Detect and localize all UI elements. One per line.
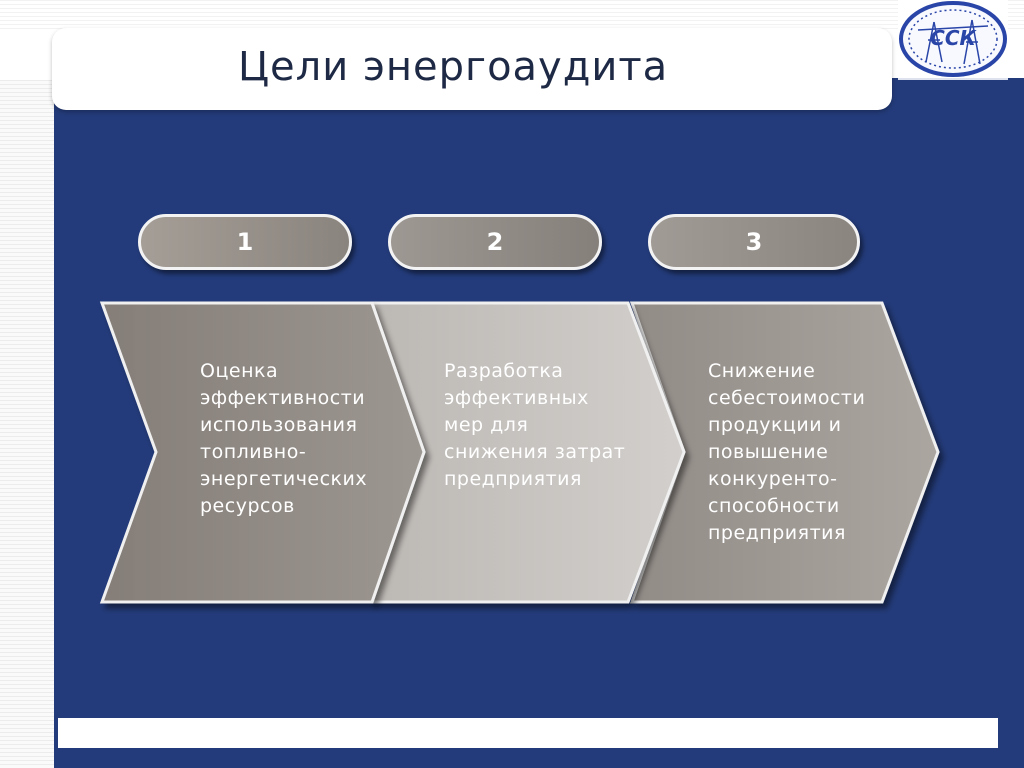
slide-title: Цели энергоаудита bbox=[238, 44, 669, 90]
step-3-description: Снижение себестоимости продукции и повышение конкуренто- способности предприятия bbox=[708, 360, 866, 544]
step-2-number: 2 bbox=[486, 228, 504, 256]
step-2-description: Разработка эффективных мер для снижения затрат предприятия bbox=[444, 360, 626, 490]
step-1-description: Оценка эффективности использования топливно- энергетических ресурсов bbox=[200, 360, 368, 517]
step-3-number: 3 bbox=[745, 228, 763, 256]
step-1-number: 1 bbox=[236, 228, 254, 256]
logo-text: ССК bbox=[930, 26, 976, 50]
footer-bar bbox=[58, 718, 998, 748]
